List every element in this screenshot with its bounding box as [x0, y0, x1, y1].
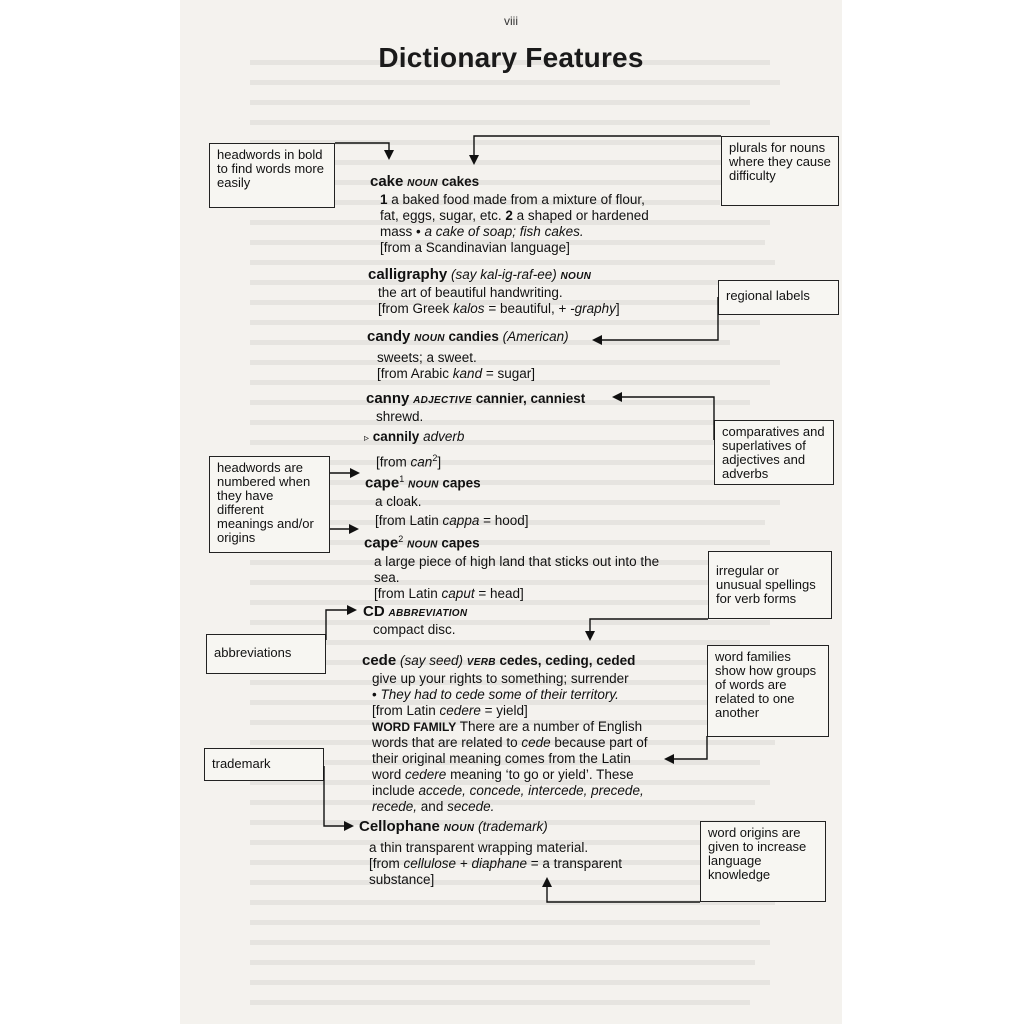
entry-cape-1: cape$^1$ NOUN capes a cloak. [from Latin cappa = hood]	[365, 474, 529, 528]
callout-word-origins: word origins are given to increase language knowledge	[700, 821, 826, 902]
entry-calligraphy: calligraphy (say kal-ig-raf-ee) NOUN the art of beautiful handwriting. [from Greek kalos = beautiful, + -graphy]	[368, 266, 620, 316]
callout-trademark: trademark	[204, 748, 324, 781]
callout-abbreviations: abbreviations	[206, 634, 326, 674]
entry-cd: CD ABBREVIATION compact disc.	[363, 603, 468, 637]
entry-cake: cake NOUN cakes 1 a baked food made from a mixture of flour, fat, eggs, sugar, etc. 2 a shaped or hardened mass • a cake of soap; fish cakes. [from a Scandinavian language]	[370, 173, 649, 255]
callout-word-families: word families show how groups of words are related to one another	[707, 645, 829, 737]
callout-headwords-bold: headwords in bold to find words more easily	[209, 143, 335, 208]
entry-canny: canny ADJECTIVE cannier, canniest shrewd. ▹ cannily adverb [from can$^2$]	[364, 390, 586, 470]
headword: CD	[363, 603, 385, 620]
headword: canny	[366, 390, 410, 407]
entry-cellophane: Cellophane NOUN (trademark) a thin transparent wrapping material. [from cellulose + diaphane = a transparent substance]	[359, 818, 622, 887]
word-family-label: WORD FAMILY	[372, 720, 457, 734]
callout-comparatives: comparatives and superlatives of adjectives and adverbs	[714, 420, 834, 485]
headword: cake	[370, 173, 404, 190]
callout-irregular-spellings: irregular or unusual spellings for verb forms	[708, 551, 832, 619]
entry-cape-2: cape$^2$ NOUN capes a large piece of high land that sticks out into the sea. [from Latin caput = head]	[364, 534, 660, 601]
headword: cape	[364, 534, 399, 552]
callout-plurals: plurals for nouns where they cause difficulty	[721, 136, 839, 206]
headword: cape	[365, 474, 400, 492]
trademark-label: (trademark)	[478, 819, 548, 834]
callout-numbered-headwords: headwords are numbered when they have different meanings and/or origins	[209, 456, 330, 553]
regional-label: (American)	[502, 329, 569, 344]
page-title: Dictionary Features	[378, 42, 644, 73]
headword: candy	[367, 328, 411, 345]
entry-candy: candy NOUN candies (American) sweets; a sweet. [from Arabic kand = sugar]	[367, 328, 569, 381]
page-number: viii	[504, 14, 518, 28]
headword: Cellophane	[359, 818, 440, 835]
part-of-speech: NOUN	[407, 178, 438, 189]
callout-regional-labels: regional labels	[718, 280, 839, 315]
triangle-icon: ▹	[364, 433, 370, 444]
plural-form: cakes	[441, 174, 480, 189]
entry-cede: cede (say seed) VERB cedes, ceding, ceded give up your rights to something; surrender • They had to cede some of their territory. [from Latin cedere = yield] WORD FAMILY There are a number of English words that are related to cede because part of their original meaning comes from the Latin word cedere meaning ‘to go or yield’. These include accede, concede, intercede, precede, recede, and secede.	[362, 652, 648, 814]
headword: cede	[362, 652, 397, 669]
headword: calligraphy	[368, 266, 448, 283]
